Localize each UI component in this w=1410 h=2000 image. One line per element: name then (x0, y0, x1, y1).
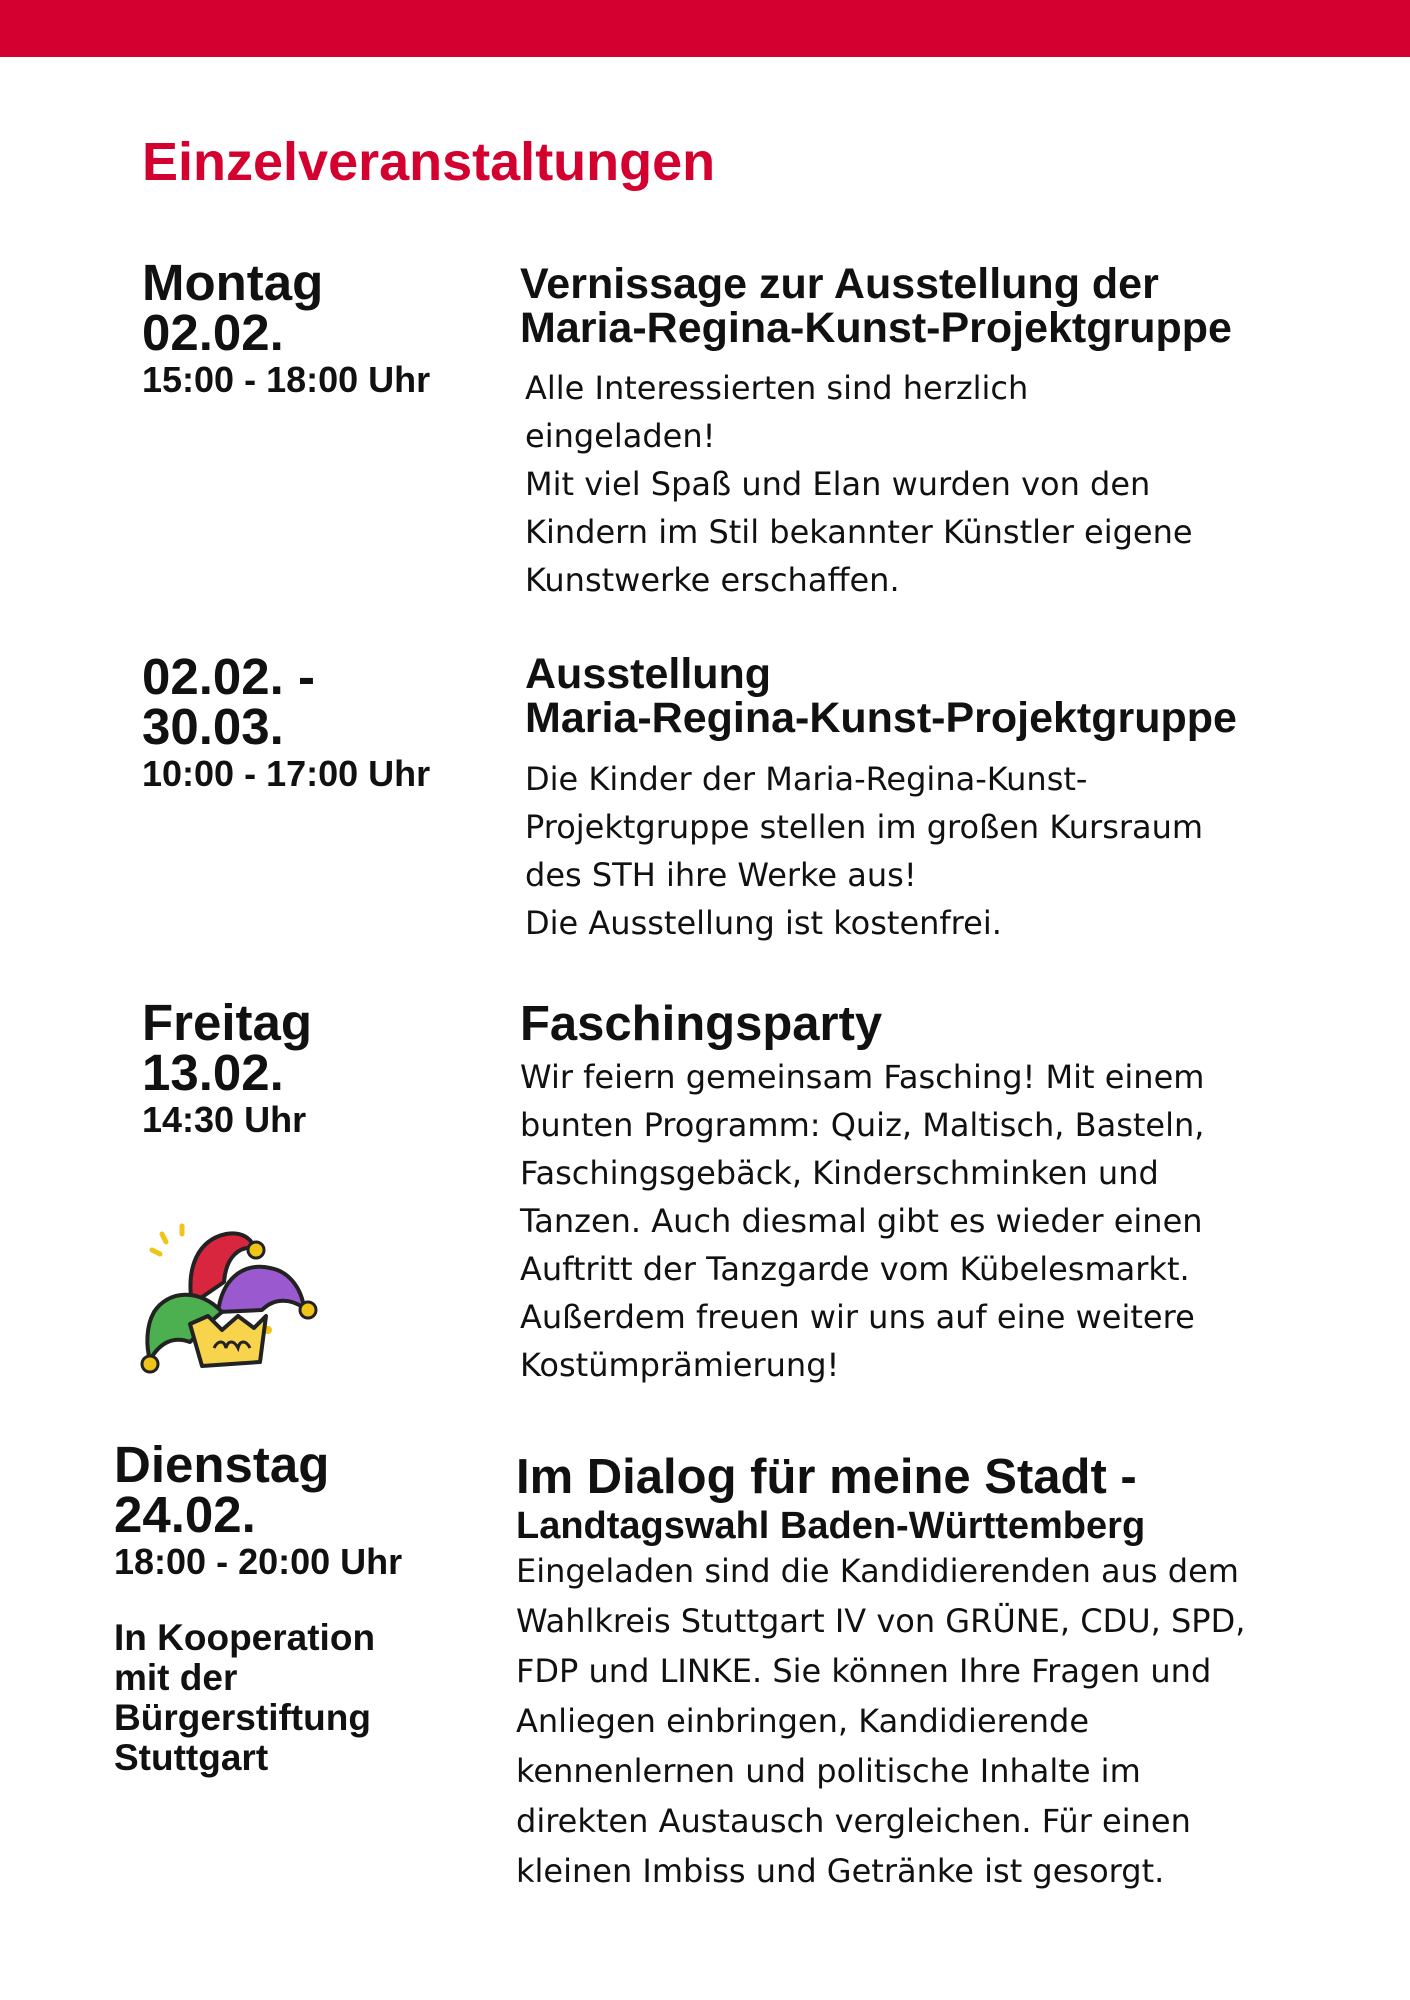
event-title: Ausstellung Maria-Regina-Kunst-Projektgruppe (525, 650, 1237, 742)
event-4-date-block (114, 1436, 403, 1778)
event-2-description-block (525, 755, 1203, 947)
event-description: Eingeladen sind die Kandidierenden aus dem Wahlkreis Stuttgart IV von GRÜNE, CDU, SPD, FDP und LINKE. Sie können Ihre Fragen und Anliegen einbringen, Kandidierende kennenlernen und politische Inhalte im direkten Austausch vergleichen. Für einen kleinen Imbiss und Getränke ist gesorgt. (516, 1552, 1246, 1890)
event-subtitle: Landtagswahl Baden-Württemberg (516, 1505, 1146, 1547)
event-1-date-block (142, 254, 431, 402)
event-time: 15:00 - 18:00 Uhr (142, 359, 431, 400)
cooperation-note: In Kooperation mit der Bürgerstiftung Stuttgart (114, 1617, 376, 1778)
jester-hat-icon (130, 1212, 330, 1382)
event-day: Dienstag (114, 1436, 330, 1493)
event-time: 10:00 - 17:00 Uhr (142, 753, 431, 794)
event-3-date-block (142, 994, 313, 1142)
event-4-details (516, 1448, 1245, 1896)
event-date: 30.03. (142, 698, 284, 755)
event-2-details (525, 652, 1237, 740)
event-1-details (520, 262, 1232, 350)
event-day: 02.02. - (142, 648, 315, 705)
event-3-details (520, 995, 1204, 1389)
event-time: 18:00 - 20:00 Uhr (114, 1541, 403, 1582)
event-description: Alle Interessierten sind herzlich eingeladen! Mit viel Spaß und Elan wurden von den Kindern im Stil bekannter Künstler eigene Kunstwerke erschaffen. (525, 369, 1193, 599)
event-time: 14:30 Uhr (142, 1099, 307, 1140)
top-accent-bar (0, 0, 1410, 57)
event-date: 24.02. (114, 1486, 256, 1543)
event-description: Die Kinder der Maria-Regina-Kunst- Projektgruppe stellen im großen Kursraum des STH ihre Werke aus! Die Ausstellung ist kostenfrei. (525, 760, 1204, 942)
event-title: Faschingsparty (520, 997, 883, 1051)
event-date: 13.02. (142, 1044, 284, 1101)
event-2-date-block (142, 648, 431, 796)
page-title: Einzelveranstaltungen (142, 132, 716, 192)
event-day: Freitag (142, 994, 313, 1051)
event-1-description-block (525, 364, 1193, 604)
event-day: Montag (142, 254, 324, 311)
event-description: Wir feiern gemeinsam Fasching! Mit einem bunten Programm: Quiz, Maltisch, Basteln, Faschingsgebäck, Kinderschminken und Tanzen. Auch diesmal gibt es wieder einen Auftritt der Tanzgarde vom Kübelesmarkt. Außerdem freuen wir uns auf eine weitere Kostümprämierung! (520, 1058, 1205, 1384)
event-date: 02.02. (142, 304, 284, 361)
event-title: Vernissage zur Ausstellung der Maria-Regina-Kunst-Projektgruppe (520, 260, 1232, 352)
event-title: Im Dialog für meine Stadt - (516, 1450, 1137, 1504)
